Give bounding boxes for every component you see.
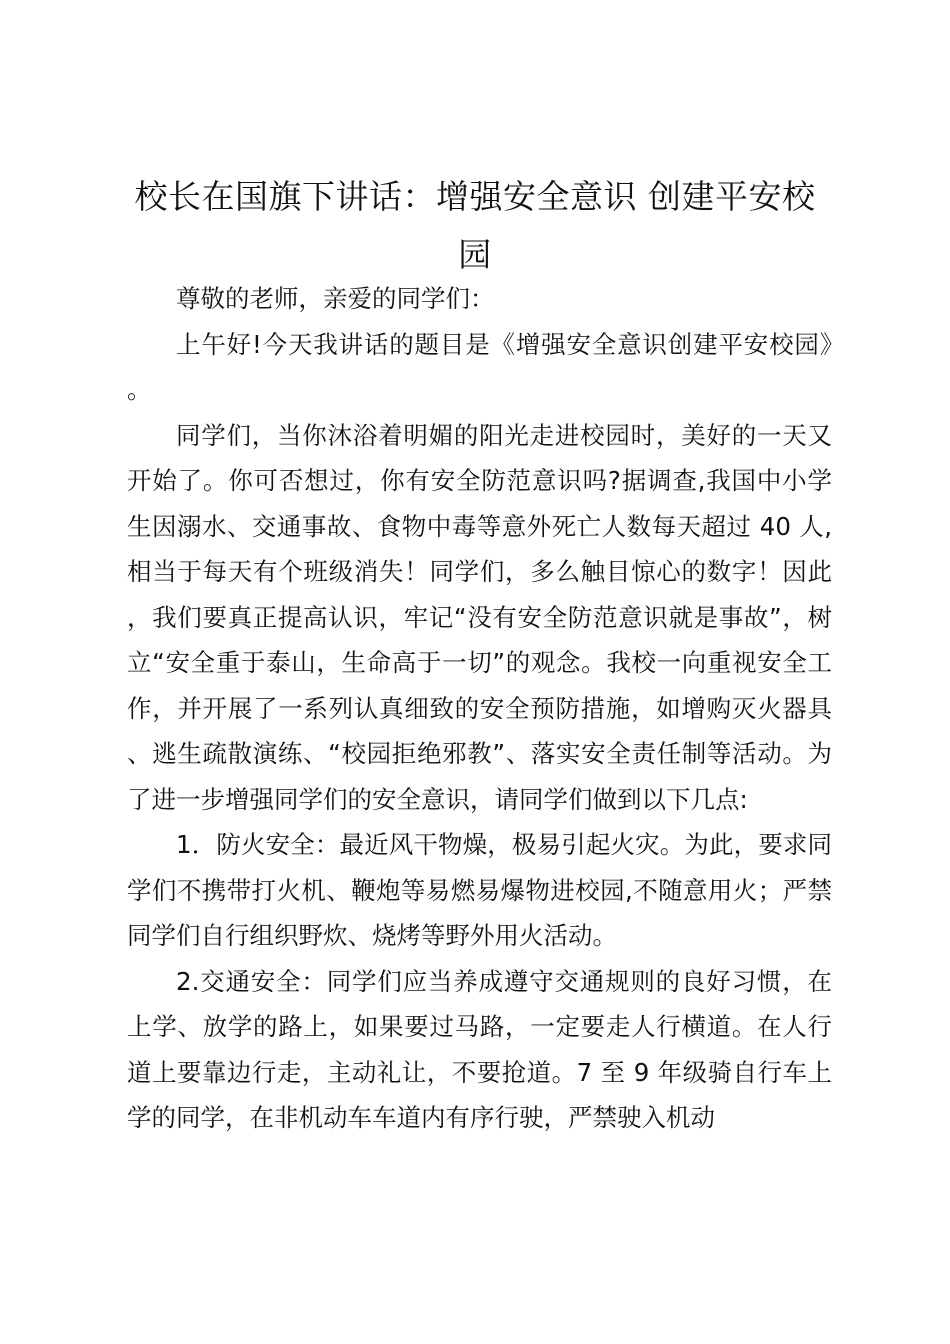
paragraph-opening: 上午好!今天我讲话的题目是《增强安全意识创建平安校园》。 xyxy=(127,329,832,404)
paragraph-main: 同学们，当你沐浴着明媚的阳光走进校园时，美好的一天又开始了。你可否想过，你有安全防范意识吗?据调查,我国中小学生因溺水、交通事故、食物中毒等意外死亡人数每天超过 40 人,相当于每天有个班级消失！同学们，多么触目惊心的数字！因此，我们要真正提高认识，牢记“没有安全防范意识就是事故”，树立“安全重于泰山，生命高于一切”的观念。我校一向重视安全工作，并开展了一系列认真细致的安全预防措施，如增购灭火器具、逃生疏散演练、“校园拒绝邪教”、落实安全责任制等活动。为了进一步增强同学们的安全意识，请同学们做到以下几点: xyxy=(127,420,832,814)
document-body xyxy=(127,276,832,1141)
paragraph-fire-safety: 1．防火安全：最近风干物燥，极易引起火灾。为此，要求同学们不携带打火机、鞭炮等易燃易爆物进校园,不随意用火；严禁同学们自行组织野炊、烧烤等野外用火活动。 xyxy=(127,830,832,950)
document-title: 校长在国旗下讲话：增强安全意识 创建平安校园 xyxy=(134,177,816,274)
paragraph-traffic-safety: 2.交通安全：同学们应当养成遵守交通规则的良好习惯，在上学、放学的路上，如果要过马路，一定要走人行横道。在人行道上要靠边行走，主动礼让，不要抢道。7 至 9 年级骑自行车上学的同学，在非机动车车道内有序行驶，严禁驶入机动 xyxy=(127,966,832,1132)
paragraph-greeting: 尊敬的老师，亲爱的同学们： xyxy=(176,284,495,313)
